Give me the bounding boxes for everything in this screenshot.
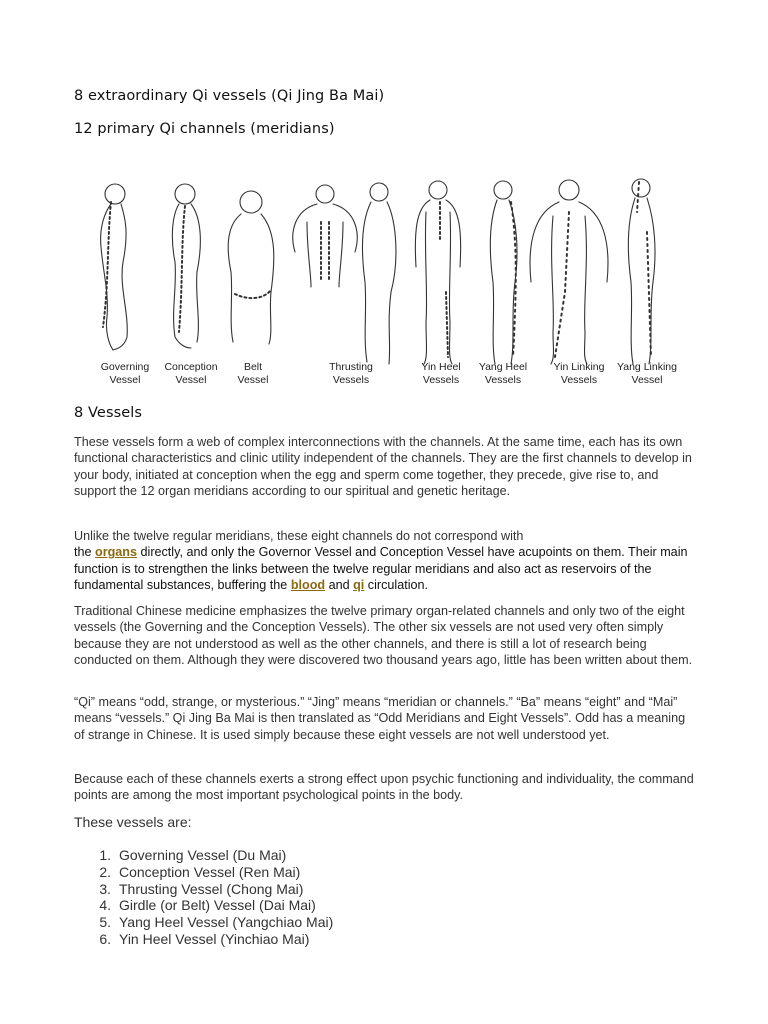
- list-item-number: 4.: [99, 897, 111, 914]
- list-item: [74, 914, 333, 931]
- caption-yang-heel-line1: Yang Heel: [478, 361, 528, 373]
- list-item-text: Yang Heel Vessel (Yangchiao Mai): [119, 914, 334, 931]
- caption-yin-heel-line2: Vessels: [422, 374, 460, 386]
- caption-yang-linking-line1: Yang Linking: [617, 361, 677, 373]
- list-item: [74, 847, 333, 864]
- caption-conception-line2: Vessel: [175, 374, 207, 386]
- paragraph-command-points: Because each of these channels exerts a strong effect upon psychic functioning and individuality, the command points are among the most important psychological points in the body.: [74, 772, 694, 803]
- figure-yin-heel-vessels: [415, 181, 460, 364]
- caption-governing-line2: Vessel: [109, 374, 141, 386]
- list-item-number: 1.: [99, 847, 111, 863]
- list-item-number: 5.: [99, 914, 111, 931]
- figure-yin-linking-vessels: [530, 180, 608, 364]
- list-item-text: Thrusting Vessel (Chong Mai): [119, 880, 304, 897]
- list-item: [74, 881, 333, 898]
- figure-belt-vessel: [228, 191, 274, 344]
- caption-belt-line2: Vessel: [237, 374, 269, 386]
- p2-end: circulation.: [364, 578, 429, 593]
- qi-link[interactable]: qi: [353, 578, 365, 593]
- caption-yang-linking-line2: Vessel: [631, 374, 663, 386]
- caption-belt-line1: Belt: [243, 361, 263, 373]
- list-item-text: Girdle (or Belt) Vessel (Dai Mai): [119, 897, 316, 914]
- caption-governing-line1: Governing: [100, 361, 150, 373]
- caption-yin-linking-line1: Yin Linking: [553, 361, 605, 373]
- heading-eight-vessels: 8 Vessels: [74, 405, 143, 421]
- figure-thrusting-vessels: [293, 183, 396, 364]
- figure-yang-linking-vessel: [628, 179, 655, 364]
- caption-conception-line1: Conception: [164, 361, 218, 373]
- p2-line1: Unlike the twelve regular meridians, these eight channels do not correspond with: [74, 529, 524, 543]
- p2-and: and: [325, 578, 354, 593]
- list-item-text: Governing Vessel (Du Mai): [119, 847, 287, 863]
- organs-link[interactable]: organs: [95, 545, 138, 560]
- p2-the: the: [74, 545, 96, 560]
- list-item-text: Conception Vessel (Ren Mai): [119, 863, 301, 880]
- list-intro: These vessels are:: [74, 814, 192, 830]
- heading-eight-extraordinary-vessels: 8 extraordinary Qi vessels (Qi Jing Ba Mai): [74, 88, 385, 104]
- p2-after-organs: directly, and only the Governor Vessel and Conception Vessel have acupoints on them. Their main function is to strengthen the links between the twelve regular meridians and also act as reservoirs of the fundamental substances, buffering the: [74, 545, 688, 593]
- paragraph-qi-jing-ba-mai-meaning: “Qi” means “odd, strange, or mysterious.” “Jing” means “meridian or channels.” “Ba” means “eight” and “Mai” means “vessels.” Qi Jing Ba Mai is then translated as “Odd Meridians and Eight Vessels”. Odd has a meaning of strange in Chinese. It is used simply because these eight vessels are not well understood yet.: [74, 695, 686, 742]
- caption-thrusting-line1: Thrusting: [329, 361, 373, 373]
- blood-link[interactable]: blood: [290, 578, 326, 593]
- caption-yang-heel-line2: Vessels: [484, 374, 522, 386]
- meridian-figures-illustration: [93, 172, 693, 392]
- heading-twelve-primary-channels: 12 primary Qi channels (meridians): [74, 121, 335, 137]
- list-item-text: Yin Heel Vessel (Yinchiao Mai): [119, 930, 310, 947]
- figure-governing-vessel: [101, 184, 128, 350]
- caption-yin-linking-line2: Vessels: [560, 374, 598, 386]
- paragraph-web-of-interconnections: These vessels form a web of complex interconnections with the channels. At the same time, each has its own functional characteristics and clinic utility independent of the channels. They are the first channels to develop in your body, initiated at conception when the egg and sperm come together, they precede, give rise to, and support the 12 organ meridians according to our spiritual and genetic heritage.: [74, 435, 692, 499]
- caption-thrusting-line2: Vessels: [332, 374, 370, 386]
- vessel-list: [74, 847, 333, 948]
- figure-yang-heel-vessels: [490, 181, 517, 364]
- list-item-number: 3.: [99, 880, 111, 897]
- list-item: [74, 897, 333, 914]
- list-item: [74, 864, 333, 881]
- list-item: [74, 931, 333, 948]
- paragraph-traditional-chinese-medicine: Traditional Chinese medicine emphasizes the twelve primary organ-related channels and only two of the eight vessels (the Governing and the Conception Vessels). The other six vessels are not used very often simply because they are not understood as well as the other channels, and there is still a lot of research being conducted on them. Although they were discovered two thousand years ago, little has been written about them.: [74, 604, 693, 668]
- paragraph-unlike-regular-meridians: [74, 528, 698, 594]
- list-item-number: 2.: [99, 863, 111, 880]
- caption-yin-heel-line1: Yin Heel: [421, 361, 461, 373]
- list-item-number: 6.: [99, 930, 111, 947]
- figure-conception-vessel: [172, 184, 200, 348]
